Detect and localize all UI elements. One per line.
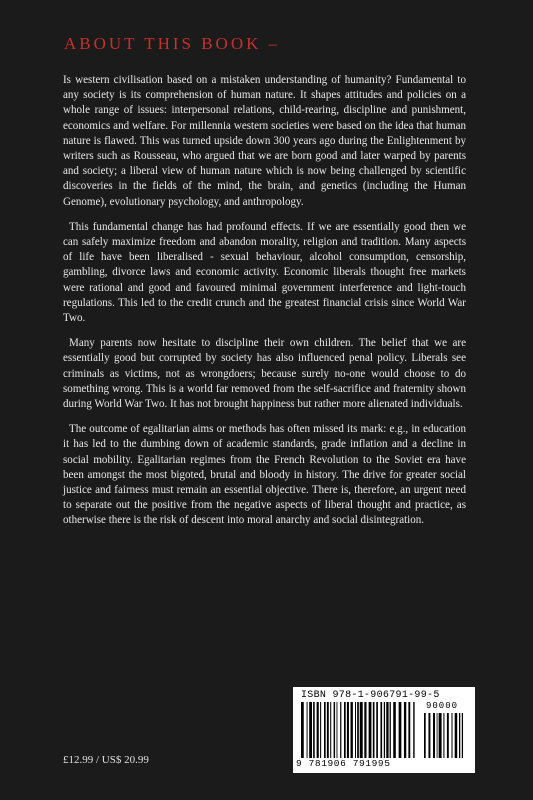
barcode-bar: [455, 713, 458, 758]
barcode-bar: [386, 702, 388, 758]
barcode-bar: [313, 702, 315, 758]
barcode-bar: [357, 702, 359, 758]
blurb-paragraph-2: This fundamental change has had profound effects. If we are essentially good then we can safely maximize freedom and abandon morality, religion and tradition. Many aspects of life have been liberalised - sexual behaviour, alcohol consumption, censorship, gambling, divorce laws and economic activity. Economic liberals thought free markets were rational and good and favoured minimal government interference and light-touch regulations. This led to the credit crunch and the greatest financial crisis since World War Two.: [63, 220, 466, 325]
barcode-bar: [380, 702, 382, 758]
barcode-bar: [399, 702, 402, 758]
barcode-bar: [320, 702, 321, 758]
barcode-bar: [433, 713, 435, 758]
barcode-bar: [439, 713, 442, 758]
barcode-bar: [428, 713, 430, 758]
barcode-bar: [384, 702, 385, 758]
section-heading: ABOUT THIS BOOK –: [64, 34, 281, 53]
barcode-bar: [307, 702, 308, 758]
barcode-bar: [309, 702, 312, 758]
addon-barcode-bars: [424, 713, 465, 758]
barcode-bar: [408, 702, 410, 758]
blurb-paragraph-4: The outcome of egalitarian aims or methods has often missed its mark: e.g., in education it has led to the dumbing down of academic standards, grade inflation and a decline in social mobility. Egalitarian regimes from the French Revolution to the Soviet era have been amongst the most bigoted, brutal and bloody in history. The drive for greater social justice and fairness must remain an essential objective. There is, therefore, an urgent need to separate out the positive from the negative aspects of liberal thought and practice, as otherwise there is the risk of descent into moral anarchy and social disintegration.: [63, 423, 466, 527]
blurb-paragraph-3: Many parents now hesitate to discipline their own children. The belief that we are essentially good but corrupted by society has also influenced penal policy. Liberals see criminals as victims, not as wrongdoers; because surely no-one would choose to do something wrong. This is a world far removed from the self-sacrifice and fraternity shown during World War Two. It has not brought happiness but rather more alienated individuals.: [63, 337, 466, 411]
isbn-barcode: [293, 687, 475, 773]
barcode-bar: [334, 702, 335, 758]
blurb-paragraph-1: Is western civilisation based on a mistaken understanding of humanity? Fundamental to any society is its comprehension of human nature. It shapes attitudes and policies on a whole range of issues: interpersonal relations, child-rearing, discipline and punishment, economics and welfare. For millennia western societies were based on the idea that human nature is flawed. This was turned upside down 300 years ago during the Enlightenment by writers such as Rousseau, who argued that we are born good and later warped by parents and society; a liberal view of human nature which is now being challenged by scientific discoveries in the fields of the mind, the brain, and genetics (including the Human Genome), evolutionary psychology, and anthropology.: [63, 74, 466, 208]
barcode-bar: [376, 702, 378, 758]
barcode-bar: [369, 702, 372, 758]
barcode-bar: [447, 713, 449, 758]
barcode-bar: [344, 702, 346, 758]
barcode-bar: [330, 702, 331, 758]
ean-digits: 9 781906 791995: [296, 758, 391, 769]
barcode-bar: [424, 713, 426, 758]
barcode-bar: [340, 702, 341, 758]
barcode-bar: [355, 702, 356, 758]
barcode-bar: [351, 702, 353, 758]
barcode-bar: [393, 702, 396, 758]
barcode-bar: [373, 702, 375, 758]
barcode-bar: [327, 702, 329, 758]
barcode-bar: [390, 702, 391, 758]
barcode-bar: [413, 702, 414, 758]
barcode-bar: [324, 702, 326, 758]
barcode-bar: [364, 702, 366, 758]
addon-number: 90000: [426, 701, 459, 711]
barcode-bar: [301, 702, 304, 758]
barcode-bar: [462, 713, 463, 758]
barcode-bar: [459, 713, 460, 758]
isbn-label: ISBN 978-1-906791-99-5: [301, 690, 440, 701]
barcode-bar: [347, 702, 349, 758]
price-label: £12.99 / US$ 20.99: [63, 754, 149, 766]
barcode-bar: [404, 702, 406, 758]
barcode-bar: [317, 702, 319, 758]
blurb-text: [63, 73, 466, 539]
barcode-bar: [360, 702, 363, 758]
barcode-bar: [451, 713, 452, 758]
barcode-bar: [337, 702, 338, 758]
barcode-bar: [437, 713, 438, 758]
ean-barcode-bars: [301, 702, 416, 758]
barcode-bar: [443, 713, 444, 758]
